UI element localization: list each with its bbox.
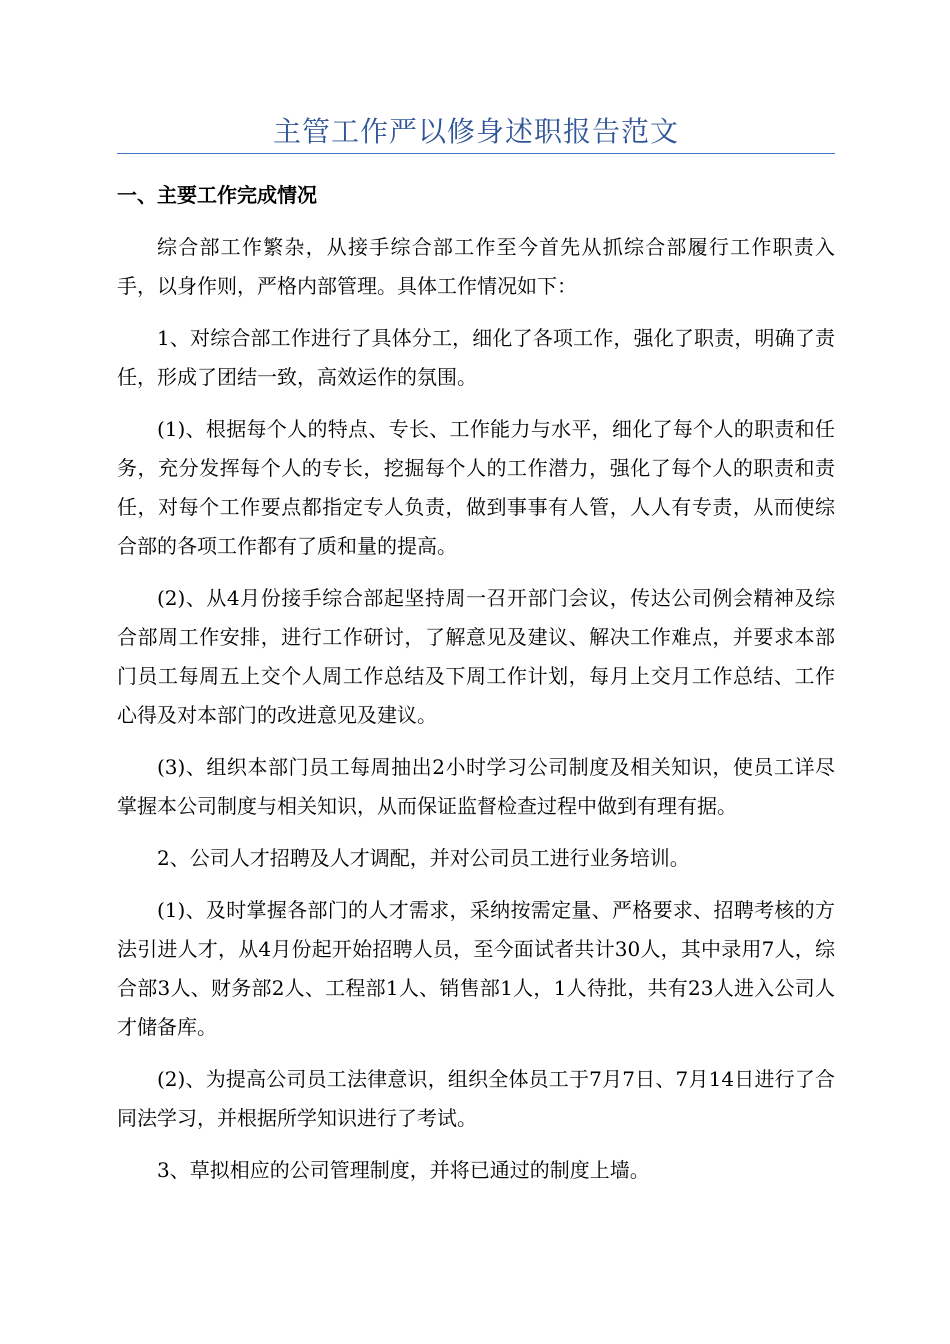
paragraph-item-2-2: (2)、为提高公司员工法律意识，组织全体员工于7月7日、7月14日进行了合同法学习，并根据所学知识进行了考试。 bbox=[117, 1067, 835, 1130]
title-underline bbox=[117, 153, 835, 154]
document-body bbox=[117, 228, 835, 1203]
paragraph-item-1-2: (2)、从4月份接手综合部起坚持周一召开部门会议，传达公司例会精神及综合部周工作安排，进行工作研讨，了解意见及建议、解决工作难点，并要求本部门员工每周五上交个人周工作总结及下周工作计划，每月上交月工作总结、工作心得及对本部门的改进意见及建议。 bbox=[117, 586, 835, 727]
paragraph-item-1-1: (1)、根据每个人的特点、专长、工作能力与水平，细化了每个人的职责和任务，充分发挥每个人的专长，挖掘每个人的工作潜力，强化了每个人的职责和责任，对每个工作要点都指定专人负责，做到事事有人管，人人有专责，从而使综合部的各项工作都有了质和量的提高。 bbox=[117, 417, 835, 558]
paragraph-intro: 综合部工作繁杂，从接手综合部工作至今首先从抓综合部履行工作职责入手，以身作则，严格内部管理。具体工作情况如下： bbox=[117, 235, 835, 298]
paragraph-item-2-1: (1)、及时掌握各部门的人才需求，采纳按需定量、严格要求、招聘考核的方法引进人才，从4月份起开始招聘人员，至今面试者共计30人，其中录用7人，综合部3人、财务部2人、工程部1人、销售部1人，1人待批，共有23人进入公司人才储备库。 bbox=[117, 898, 835, 1039]
paragraph-item-3: 3、草拟相应的公司管理制度，并将已通过的制度上墙。 bbox=[157, 1158, 650, 1182]
document-title: 主管工作严以修身述职报告范文 bbox=[272, 115, 679, 148]
paragraph-item-1-3: (3)、组织本部门员工每周抽出2小时学习公司制度及相关知识，使员工详尽掌握本公司制度与相关知识，从而保证监督检查过程中做到有理有据。 bbox=[117, 755, 835, 818]
section-heading: 一、主要工作完成情况 bbox=[117, 183, 317, 207]
paragraph-item-1: 1、对综合部工作进行了具体分工，细化了各项工作，强化了职责，明确了责任，形成了团结一致，高效运作的氛围。 bbox=[117, 326, 835, 389]
paragraph-item-2: 2、公司人才招聘及人才调配，并对公司员工进行业务培训。 bbox=[157, 846, 690, 870]
